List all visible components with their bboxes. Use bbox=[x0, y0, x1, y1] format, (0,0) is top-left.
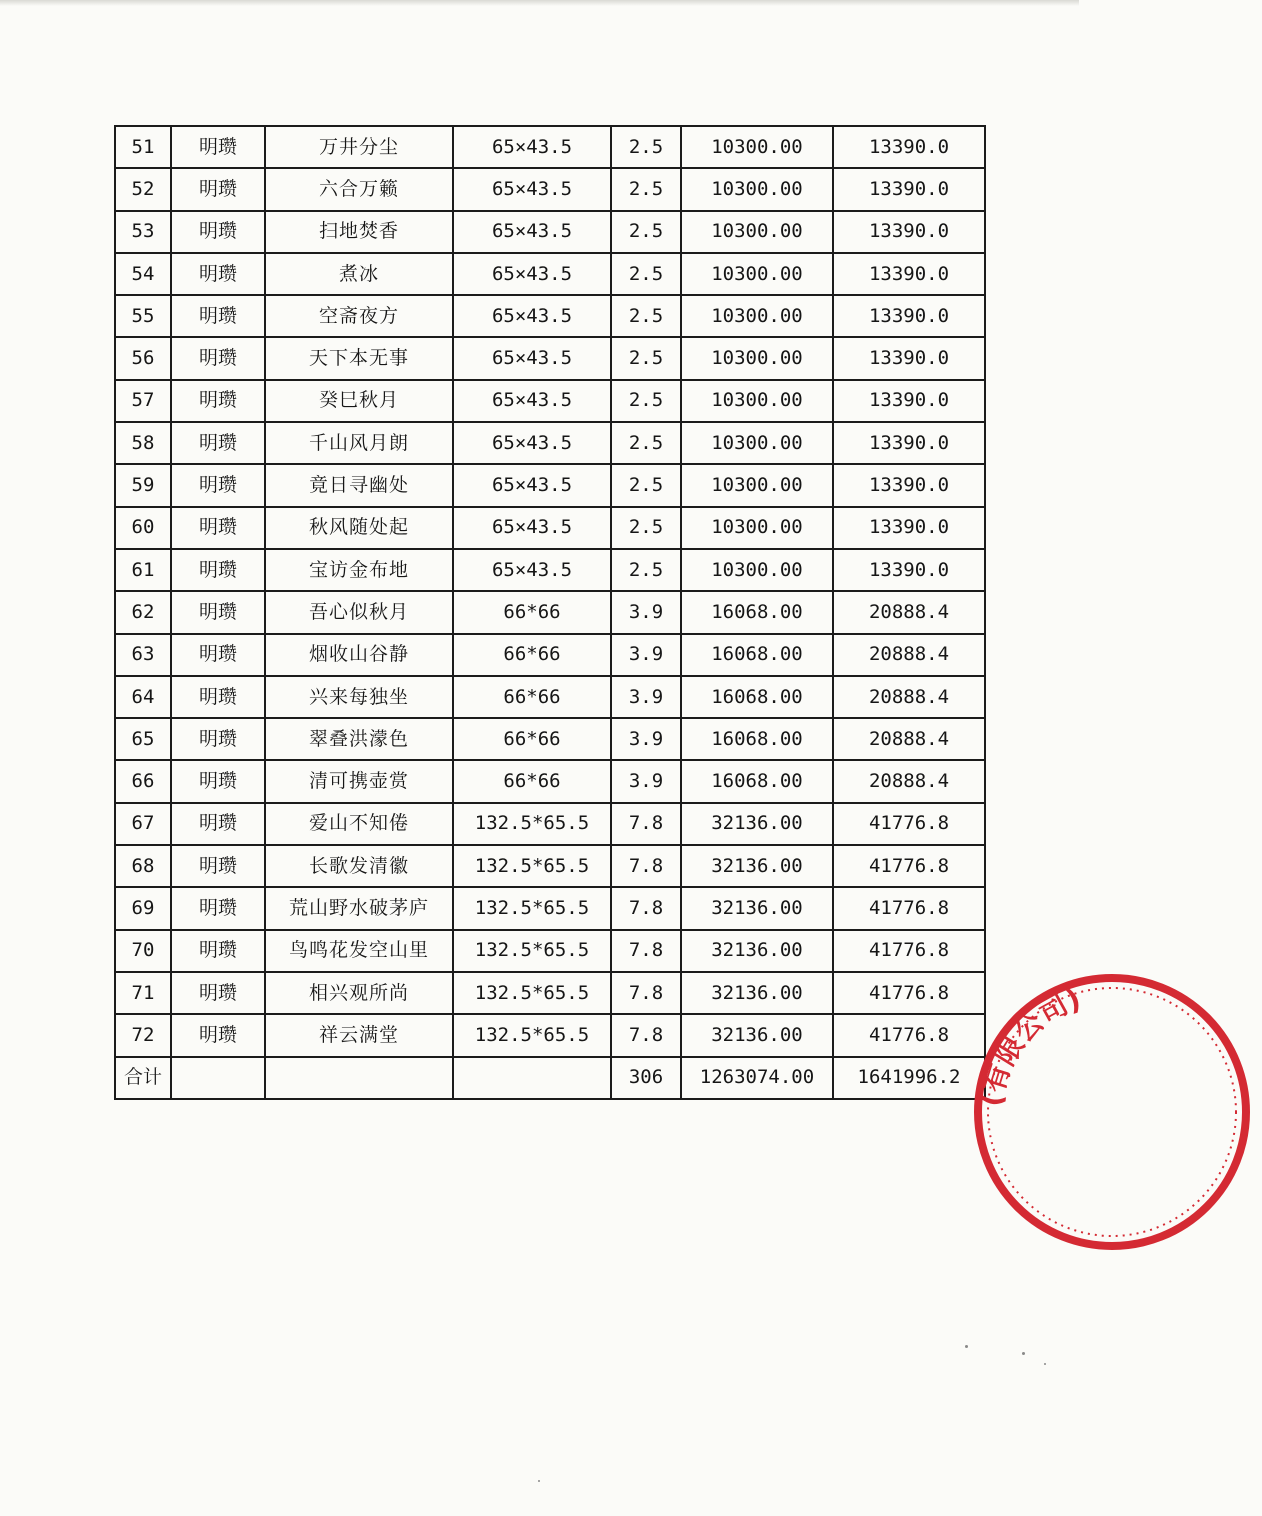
total-label: 合计 bbox=[115, 1057, 171, 1099]
row-number-cell: 72 bbox=[115, 1014, 171, 1056]
table-row bbox=[115, 634, 985, 676]
row-number-cell: 70 bbox=[115, 930, 171, 972]
row-number-cell: 55 bbox=[115, 295, 171, 337]
price-cell: 16068.00 bbox=[681, 634, 833, 676]
title-cell: 癸巳秋月 bbox=[265, 380, 453, 422]
table-row bbox=[115, 126, 985, 168]
quantity-cell: 2.5 bbox=[611, 337, 681, 379]
quantity-cell: 7.8 bbox=[611, 845, 681, 887]
title-cell: 清可携壶赏 bbox=[265, 760, 453, 802]
price-cell: 32136.00 bbox=[681, 887, 833, 929]
quantity-cell: 7.8 bbox=[611, 1014, 681, 1056]
author-cell: 明瓒 bbox=[171, 380, 265, 422]
quantity-cell: 2.5 bbox=[611, 126, 681, 168]
price-cell: 10300.00 bbox=[681, 464, 833, 506]
quantity-cell: 2.5 bbox=[611, 464, 681, 506]
table-row bbox=[115, 972, 985, 1014]
quantity-cell: 2.5 bbox=[611, 168, 681, 210]
size-cell: 132.5*65.5 bbox=[453, 803, 611, 845]
price-cell: 32136.00 bbox=[681, 972, 833, 1014]
size-cell: 65×43.5 bbox=[453, 168, 611, 210]
value-cell: 41776.8 bbox=[833, 845, 985, 887]
price-cell: 32136.00 bbox=[681, 803, 833, 845]
price-cell: 16068.00 bbox=[681, 718, 833, 760]
title-cell: 荒山野水破茅庐 bbox=[265, 887, 453, 929]
value-cell: 13390.0 bbox=[833, 168, 985, 210]
title-cell: 六合万籁 bbox=[265, 168, 453, 210]
row-number-cell: 62 bbox=[115, 591, 171, 633]
price-cell: 10300.00 bbox=[681, 126, 833, 168]
author-cell: 明瓒 bbox=[171, 337, 265, 379]
title-cell: 秋风随处起 bbox=[265, 507, 453, 549]
title-cell: 吾心似秋月 bbox=[265, 591, 453, 633]
company-seal bbox=[962, 962, 1262, 1262]
row-number-cell: 68 bbox=[115, 845, 171, 887]
table-row bbox=[115, 676, 985, 718]
size-cell: 65×43.5 bbox=[453, 507, 611, 549]
total-value: 1641996.2 bbox=[833, 1057, 985, 1099]
quantity-cell: 7.8 bbox=[611, 803, 681, 845]
author-cell: 明瓒 bbox=[171, 211, 265, 253]
price-cell: 16068.00 bbox=[681, 760, 833, 802]
total-price: 1263074.00 bbox=[681, 1057, 833, 1099]
quantity-cell: 3.9 bbox=[611, 676, 681, 718]
size-cell: 65×43.5 bbox=[453, 464, 611, 506]
price-cell: 32136.00 bbox=[681, 930, 833, 972]
paper-speck bbox=[538, 1480, 540, 1482]
value-cell: 13390.0 bbox=[833, 211, 985, 253]
quantity-cell: 7.8 bbox=[611, 972, 681, 1014]
author-cell: 明瓒 bbox=[171, 464, 265, 506]
value-cell: 13390.0 bbox=[833, 549, 985, 591]
row-number-cell: 52 bbox=[115, 168, 171, 210]
row-number-cell: 63 bbox=[115, 634, 171, 676]
title-cell: 竟日寻幽处 bbox=[265, 464, 453, 506]
quantity-cell: 2.5 bbox=[611, 549, 681, 591]
artwork-inventory-table bbox=[114, 125, 986, 1100]
price-cell: 32136.00 bbox=[681, 845, 833, 887]
author-cell: 明瓒 bbox=[171, 422, 265, 464]
table-row bbox=[115, 422, 985, 464]
value-cell: 41776.8 bbox=[833, 887, 985, 929]
title-cell: 万井分尘 bbox=[265, 126, 453, 168]
size-cell: 65×43.5 bbox=[453, 422, 611, 464]
title-cell: 煮冰 bbox=[265, 253, 453, 295]
price-cell: 10300.00 bbox=[681, 168, 833, 210]
row-number-cell: 53 bbox=[115, 211, 171, 253]
size-cell: 66*66 bbox=[453, 591, 611, 633]
price-cell: 10300.00 bbox=[681, 253, 833, 295]
size-cell: 65×43.5 bbox=[453, 253, 611, 295]
table-body bbox=[115, 126, 985, 1057]
author-cell: 明瓒 bbox=[171, 760, 265, 802]
row-number-cell: 56 bbox=[115, 337, 171, 379]
quantity-cell: 3.9 bbox=[611, 760, 681, 802]
title-cell: 扫地焚香 bbox=[265, 211, 453, 253]
row-number-cell: 58 bbox=[115, 422, 171, 464]
price-cell: 32136.00 bbox=[681, 1014, 833, 1056]
value-cell: 13390.0 bbox=[833, 126, 985, 168]
author-cell: 明瓒 bbox=[171, 168, 265, 210]
size-cell: 132.5*65.5 bbox=[453, 972, 611, 1014]
size-cell: 66*66 bbox=[453, 718, 611, 760]
quantity-cell: 2.5 bbox=[611, 253, 681, 295]
paper-speck bbox=[965, 1345, 968, 1348]
paper-speck bbox=[1022, 1352, 1025, 1355]
author-cell: 明瓒 bbox=[171, 507, 265, 549]
total-empty-cell bbox=[453, 1057, 611, 1099]
author-cell: 明瓒 bbox=[171, 718, 265, 760]
row-number-cell: 66 bbox=[115, 760, 171, 802]
author-cell: 明瓒 bbox=[171, 253, 265, 295]
author-cell: 明瓒 bbox=[171, 845, 265, 887]
quantity-cell: 2.5 bbox=[611, 380, 681, 422]
title-cell: 相兴观所尚 bbox=[265, 972, 453, 1014]
table-row bbox=[115, 253, 985, 295]
value-cell: 41776.8 bbox=[833, 972, 985, 1014]
total-empty-cell bbox=[265, 1057, 453, 1099]
size-cell: 132.5*65.5 bbox=[453, 930, 611, 972]
table-row bbox=[115, 295, 985, 337]
size-cell: 65×43.5 bbox=[453, 380, 611, 422]
value-cell: 13390.0 bbox=[833, 464, 985, 506]
title-cell: 空斋夜方 bbox=[265, 295, 453, 337]
title-cell: 宝访金布地 bbox=[265, 549, 453, 591]
total-row bbox=[115, 1057, 985, 1099]
title-cell: 翠叠洪濛色 bbox=[265, 718, 453, 760]
value-cell: 20888.4 bbox=[833, 591, 985, 633]
table-row bbox=[115, 930, 985, 972]
quantity-cell: 7.8 bbox=[611, 930, 681, 972]
author-cell: 明瓒 bbox=[171, 803, 265, 845]
size-cell: 65×43.5 bbox=[453, 549, 611, 591]
total-qty: 306 bbox=[611, 1057, 681, 1099]
quantity-cell: 2.5 bbox=[611, 422, 681, 464]
author-cell: 明瓒 bbox=[171, 591, 265, 633]
value-cell: 41776.8 bbox=[833, 803, 985, 845]
quantity-cell: 3.9 bbox=[611, 591, 681, 633]
table-row bbox=[115, 337, 985, 379]
row-number-cell: 54 bbox=[115, 253, 171, 295]
title-cell: 天下本无事 bbox=[265, 337, 453, 379]
table-row bbox=[115, 1014, 985, 1056]
size-cell: 65×43.5 bbox=[453, 126, 611, 168]
row-number-cell: 69 bbox=[115, 887, 171, 929]
table-row bbox=[115, 718, 985, 760]
title-cell: 祥云满堂 bbox=[265, 1014, 453, 1056]
size-cell: 65×43.5 bbox=[453, 211, 611, 253]
paper-speck bbox=[1044, 1363, 1046, 1365]
row-number-cell: 60 bbox=[115, 507, 171, 549]
size-cell: 66*66 bbox=[453, 760, 611, 802]
size-cell: 132.5*65.5 bbox=[453, 1014, 611, 1056]
quantity-cell: 2.5 bbox=[611, 211, 681, 253]
quantity-cell: 2.5 bbox=[611, 295, 681, 337]
author-cell: 明瓒 bbox=[171, 634, 265, 676]
value-cell: 13390.0 bbox=[833, 253, 985, 295]
row-number-cell: 64 bbox=[115, 676, 171, 718]
title-cell: 兴来每独坐 bbox=[265, 676, 453, 718]
table-row bbox=[115, 845, 985, 887]
value-cell: 20888.4 bbox=[833, 718, 985, 760]
row-number-cell: 61 bbox=[115, 549, 171, 591]
price-cell: 10300.00 bbox=[681, 549, 833, 591]
title-cell: 爱山不知倦 bbox=[265, 803, 453, 845]
page-top-edge bbox=[0, 0, 1079, 6]
table-row bbox=[115, 380, 985, 422]
value-cell: 13390.0 bbox=[833, 337, 985, 379]
value-cell: 13390.0 bbox=[833, 380, 985, 422]
quantity-cell: 2.5 bbox=[611, 507, 681, 549]
author-cell: 明瓒 bbox=[171, 676, 265, 718]
author-cell: 明瓒 bbox=[171, 930, 265, 972]
title-cell: 烟收山谷静 bbox=[265, 634, 453, 676]
price-cell: 10300.00 bbox=[681, 295, 833, 337]
table-row bbox=[115, 168, 985, 210]
value-cell: 41776.8 bbox=[833, 1014, 985, 1056]
quantity-cell: 3.9 bbox=[611, 718, 681, 760]
row-number-cell: 67 bbox=[115, 803, 171, 845]
row-number-cell: 51 bbox=[115, 126, 171, 168]
table-row bbox=[115, 887, 985, 929]
price-cell: 10300.00 bbox=[681, 422, 833, 464]
quantity-cell: 3.9 bbox=[611, 634, 681, 676]
author-cell: 明瓒 bbox=[171, 972, 265, 1014]
price-cell: 10300.00 bbox=[681, 507, 833, 549]
value-cell: 13390.0 bbox=[833, 295, 985, 337]
table-row bbox=[115, 591, 985, 633]
seal-text-path: (有限公司) bbox=[975, 982, 1085, 1109]
table-row bbox=[115, 760, 985, 802]
author-cell: 明瓒 bbox=[171, 549, 265, 591]
value-cell: 20888.4 bbox=[833, 760, 985, 802]
price-cell: 10300.00 bbox=[681, 380, 833, 422]
size-cell: 66*66 bbox=[453, 676, 611, 718]
row-number-cell: 59 bbox=[115, 464, 171, 506]
author-cell: 明瓒 bbox=[171, 1014, 265, 1056]
row-number-cell: 57 bbox=[115, 380, 171, 422]
value-cell: 20888.4 bbox=[833, 634, 985, 676]
size-cell: 66*66 bbox=[453, 634, 611, 676]
total-empty-cell bbox=[171, 1057, 265, 1099]
value-cell: 41776.8 bbox=[833, 930, 985, 972]
author-cell: 明瓒 bbox=[171, 126, 265, 168]
author-cell: 明瓒 bbox=[171, 295, 265, 337]
value-cell: 13390.0 bbox=[833, 507, 985, 549]
title-cell: 鸟鸣花发空山里 bbox=[265, 930, 453, 972]
title-cell: 长歌发清徽 bbox=[265, 845, 453, 887]
price-cell: 16068.00 bbox=[681, 676, 833, 718]
table-row bbox=[115, 803, 985, 845]
size-cell: 65×43.5 bbox=[453, 295, 611, 337]
title-cell: 千山风月朗 bbox=[265, 422, 453, 464]
size-cell: 132.5*65.5 bbox=[453, 887, 611, 929]
value-cell: 20888.4 bbox=[833, 676, 985, 718]
value-cell: 13390.0 bbox=[833, 422, 985, 464]
price-cell: 10300.00 bbox=[681, 337, 833, 379]
table-row bbox=[115, 211, 985, 253]
size-cell: 132.5*65.5 bbox=[453, 845, 611, 887]
price-cell: 10300.00 bbox=[681, 211, 833, 253]
row-number-cell: 65 bbox=[115, 718, 171, 760]
table-row bbox=[115, 507, 985, 549]
author-cell: 明瓒 bbox=[171, 887, 265, 929]
quantity-cell: 7.8 bbox=[611, 887, 681, 929]
price-cell: 16068.00 bbox=[681, 591, 833, 633]
size-cell: 65×43.5 bbox=[453, 337, 611, 379]
table-row bbox=[115, 464, 985, 506]
table-row bbox=[115, 549, 985, 591]
row-number-cell: 71 bbox=[115, 972, 171, 1014]
